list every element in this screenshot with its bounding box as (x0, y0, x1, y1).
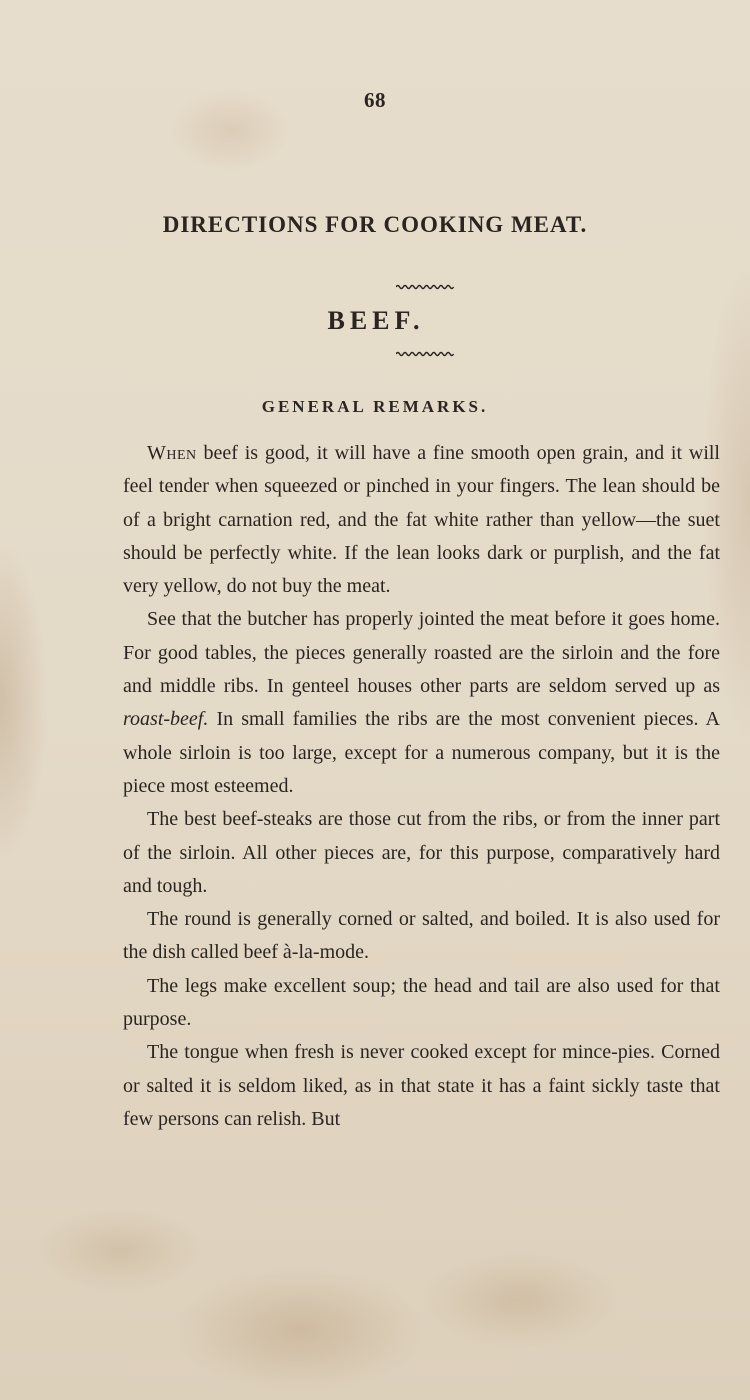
paragraph-lead-word: When (147, 442, 197, 464)
subsection-title: GENERAL REMARKS. (261, 397, 489, 416)
paragraph-text: See that the butcher has properly jointed the meat before it goes home. For good tables, the pieces generally roasted are the sirloin and the fore and middle ribs. In genteel houses other parts are seldom served up as (123, 608, 720, 698)
paragraph (123, 603, 720, 803)
chapter-title: DIRECTIONS FOR COOKING MEAT. (162, 212, 588, 237)
paragraph-text: In small families the ribs are the most convenient pieces. A whole sirloin is too large, except for a numerous company, but it is the piece most esteemed. (123, 708, 720, 797)
body-text (123, 437, 720, 1136)
paragraph-text: beef is good, it will have a fine smooth open grain, and it will feel tender when squeezed or pinched in your fingers. The lean should be of a bright carnation red, and the fat white rather than yellow—the suet should be perfectly white. If the lean looks dark or purplish, and the fat very yellow, do not buy the meat. (123, 442, 720, 598)
page-number: 68 (364, 88, 386, 112)
wavy-rule-bottom (396, 350, 454, 358)
wavy-rule-top (396, 283, 454, 291)
paragraph (123, 437, 720, 603)
paragraph: The tongue when fresh is never cooked except for mince-pies. Corned or salted it is seldom liked, as in that state it has a faint sickly taste that few persons can relish. But (123, 1041, 720, 1130)
paragraph-italic: roast-beef. (123, 708, 209, 731)
paragraph: The best beef-steaks are those cut from the ribs, or from the inner part of the sirloin. All other pieces are, for this purpose, comparatively hard and tough. (123, 808, 720, 897)
paragraph: The legs make excellent soup; the head and tail are also used for that purpose. (123, 974, 720, 1031)
section-title: BEEF. (327, 306, 425, 335)
paragraph: The round is generally corned or salted, and boiled. It is also used for the dish called beef à-la-mode. (123, 908, 720, 964)
